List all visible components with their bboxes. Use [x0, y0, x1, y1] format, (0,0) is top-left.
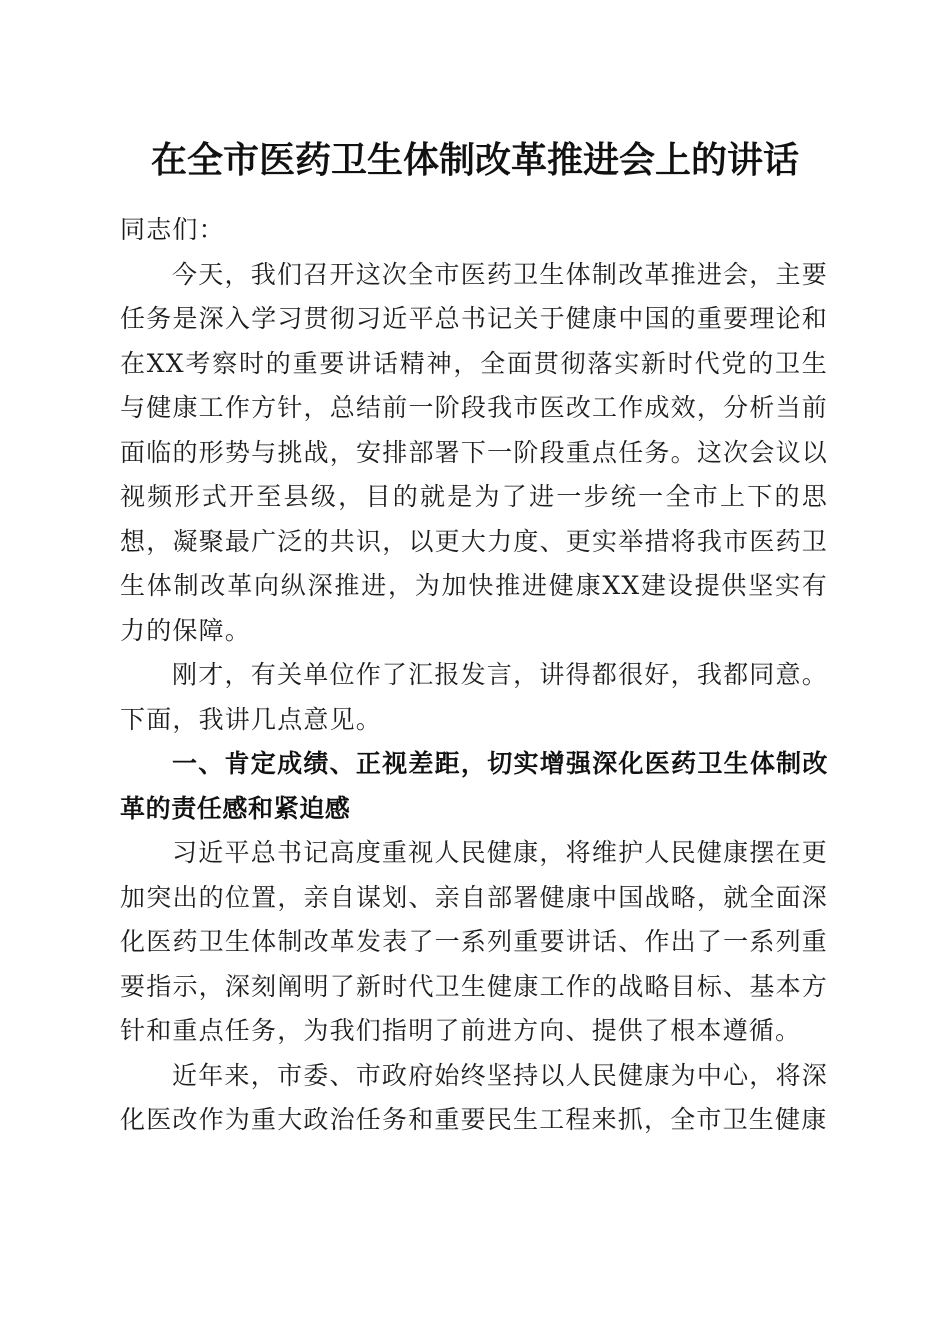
document-body: [120, 208, 828, 1143]
salutation: 同志们：: [120, 215, 225, 244]
paragraph-transition: 刚才，有关单位作了汇报发言，讲得都很好，我都同意。下面，我讲几点意见。: [120, 660, 828, 734]
document-title: 在全市医药卫生体制改革推进会上的讲话: [150, 139, 799, 181]
paragraph-section-2: 近年来，市委、市政府始终坚持以人民健康为中心，将深化医改作为重大政治任务和重要民生工程来抓，全市卫生健康: [120, 1060, 828, 1134]
paragraph-section-1: 习近平总书记高度重视人民健康，将维护人民健康摆在更加突出的位置，亲自谋划、亲自部署健康中国战略，就全面深化医药卫生体制改革发表了一系列重要讲话、作出了一系列重要指示，深刻阐明了新时代卫生健康工作的战略目标、基本方针和重点任务，为我们指明了前进方向、提供了根本遵循。: [120, 838, 828, 1045]
paragraph-intro: 今天，我们召开这次全市医药卫生体制改革推进会，主要任务是深入学习贯彻习近平总书记关于健康中国的重要理论和在XX考察时的重要讲话精神，全面贯彻落实新时代党的卫生与健康工作方针，总结前一阶段我市医改工作成效，分析当前面临的形势与挑战，安排部署下一阶段重点任务。这次会议以视频形式开至县级，目的就是为了进一步统一全市上下的思想，凝聚最广泛的共识，以更大力度、更实举措将我市医药卫生体制改革向纵深推进，为加快推进健康XX建设提供坚实有力的保障。: [120, 259, 828, 645]
section-heading: 一、肯定成绩、正视差距，切实增强深化医药卫生体制改革的责任感和紧迫感: [120, 749, 828, 823]
